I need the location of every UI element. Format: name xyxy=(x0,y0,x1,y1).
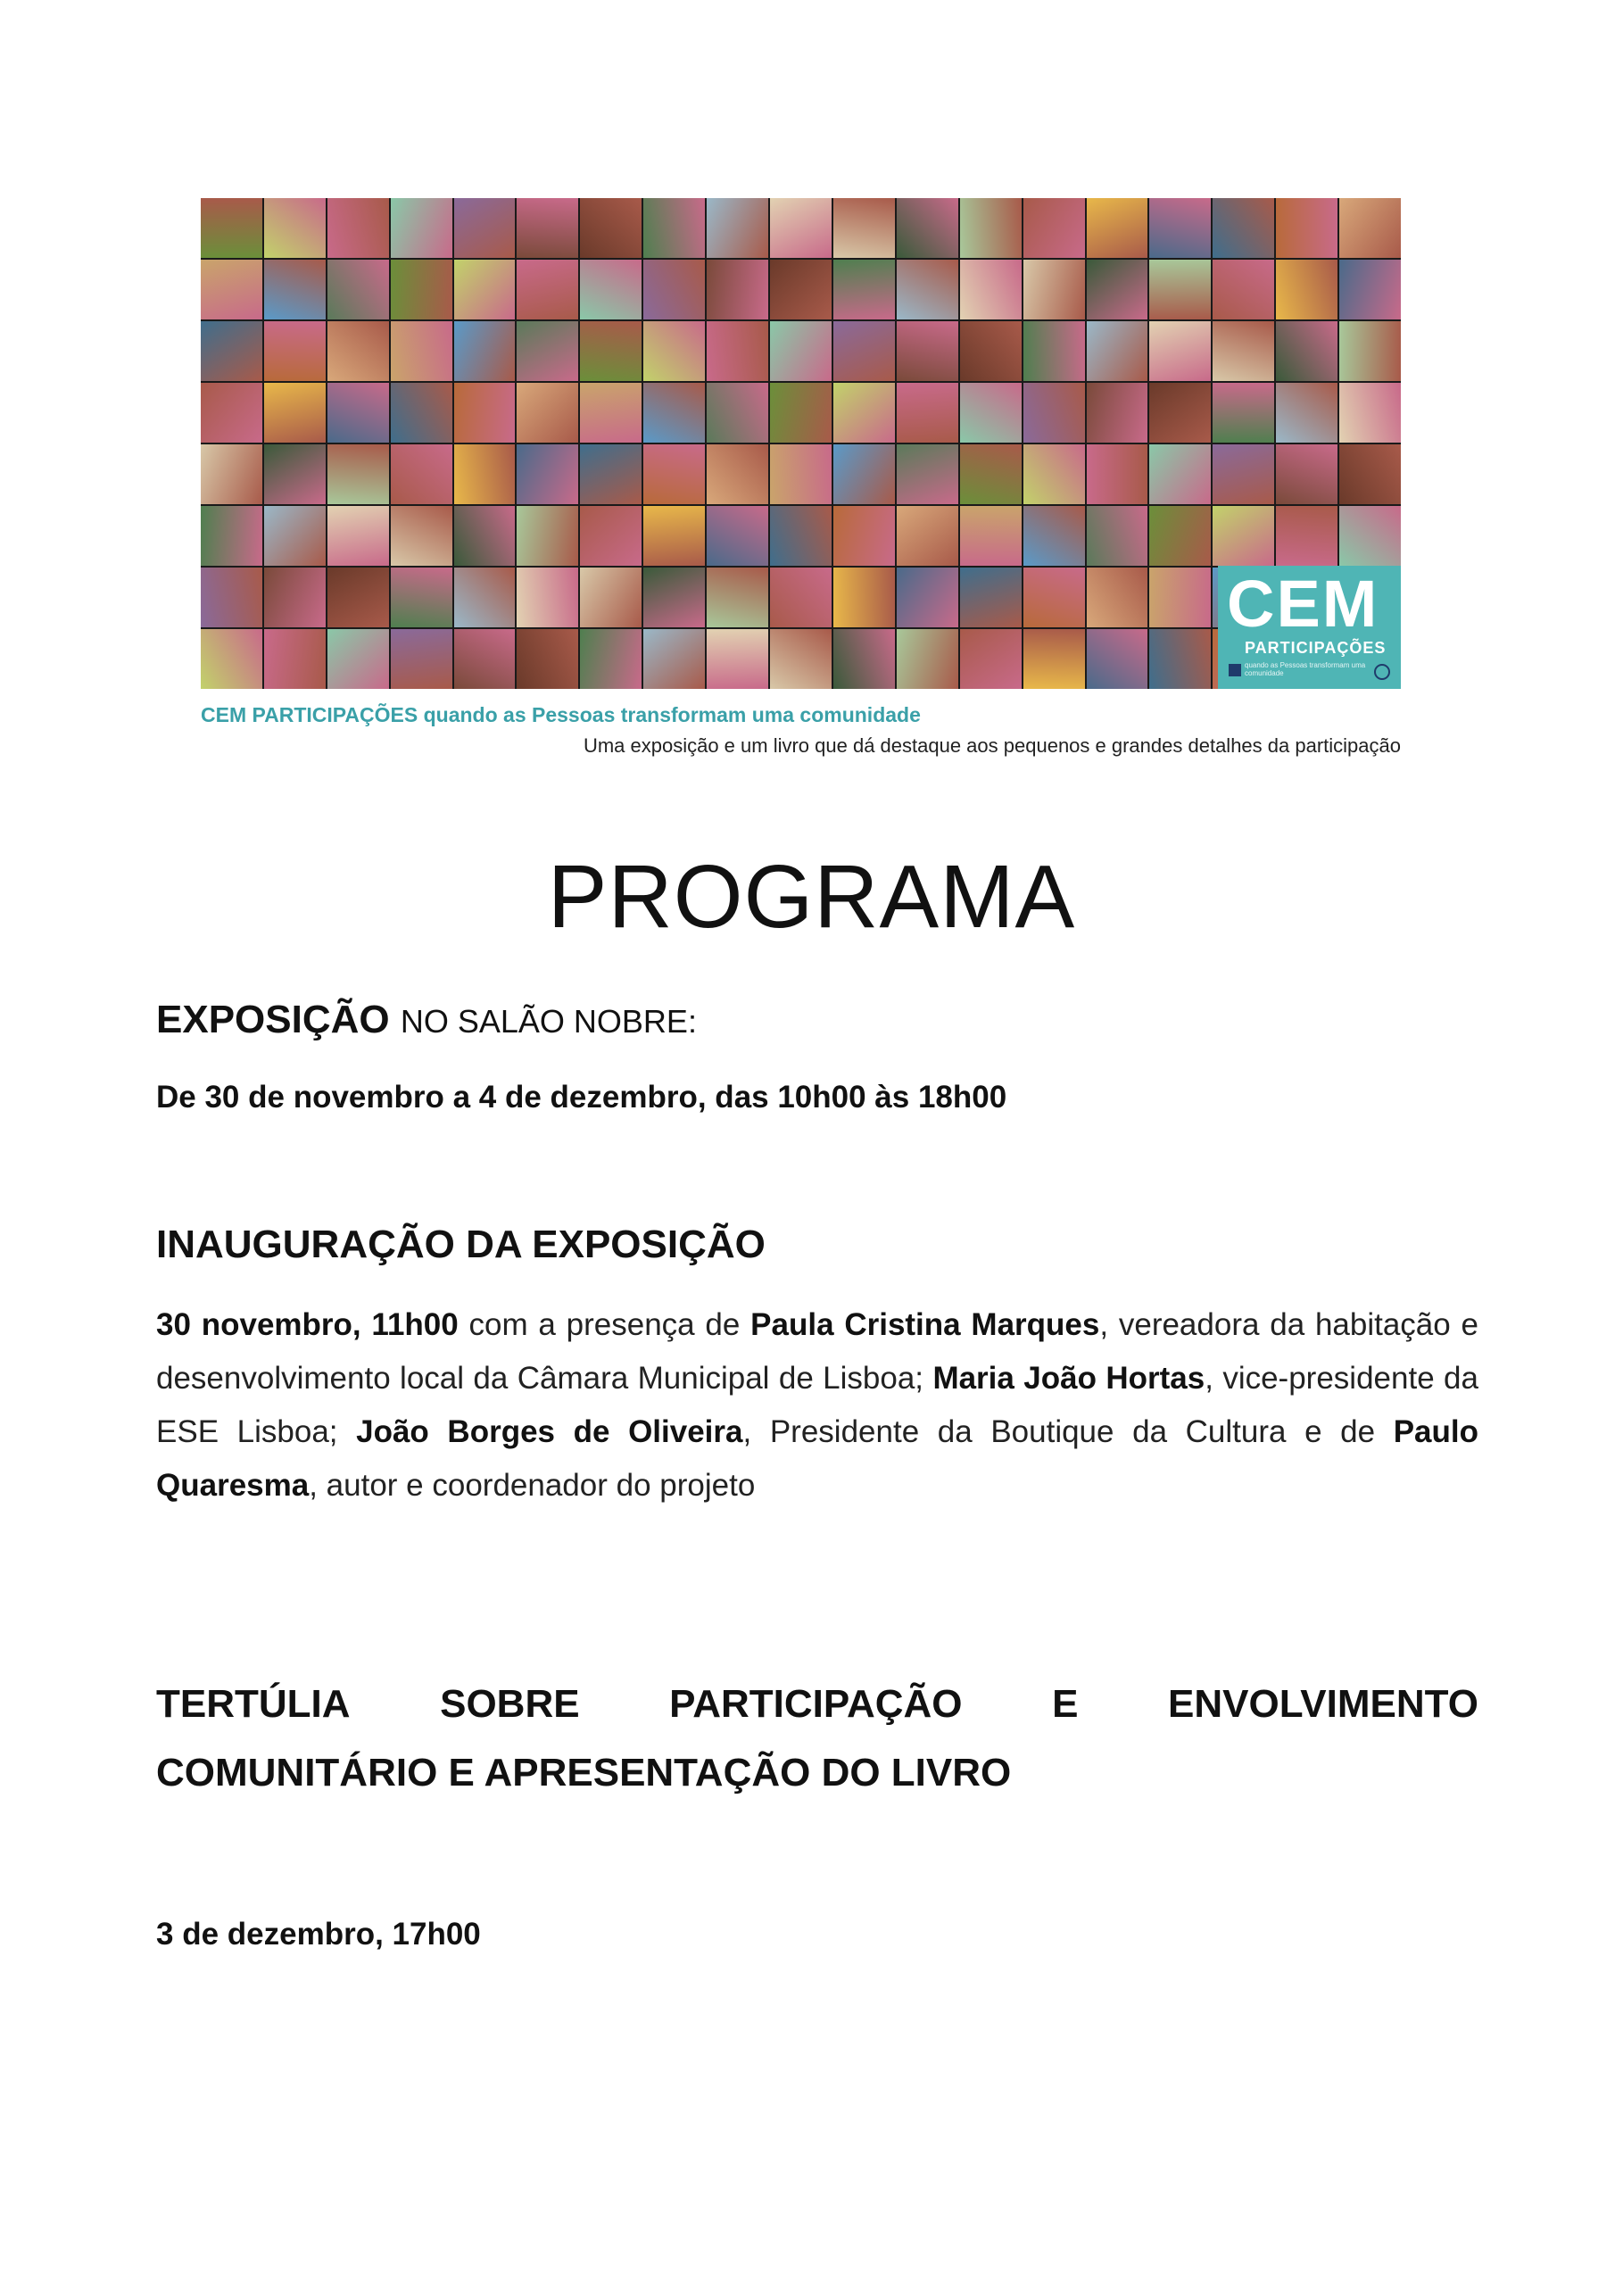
photo-tile xyxy=(960,444,1022,504)
photo-tile xyxy=(1276,383,1337,443)
photo-tile xyxy=(643,321,705,381)
photo-tile xyxy=(770,444,832,504)
photo-tile xyxy=(580,321,642,381)
photo-tile xyxy=(643,568,705,627)
photo-tile xyxy=(454,198,516,258)
photo-tile xyxy=(580,629,642,689)
photo-tile xyxy=(643,260,705,319)
photo-tile xyxy=(1149,568,1211,627)
tertulia-word: TERTÚLIA xyxy=(156,1682,351,1726)
photo-tile xyxy=(1023,506,1085,566)
photo-tile xyxy=(897,506,958,566)
photo-tile xyxy=(1276,506,1337,566)
photo-tile xyxy=(517,198,578,258)
photo-tile xyxy=(1213,506,1274,566)
photo-tile xyxy=(327,629,389,689)
photo-tile xyxy=(580,506,642,566)
logo-cem-text: CEM xyxy=(1227,567,1379,641)
guest-name-2: Maria João Hortas xyxy=(932,1361,1205,1396)
photo-tile xyxy=(1023,629,1085,689)
photo-tile xyxy=(580,444,642,504)
photo-tile xyxy=(770,629,832,689)
photo-tile xyxy=(580,260,642,319)
tertulia-word: E xyxy=(1052,1682,1079,1726)
exposicao-heading-bold: EXPOSIÇÃO xyxy=(156,998,390,1041)
photo-tile xyxy=(833,506,895,566)
photo-tile xyxy=(1339,506,1401,566)
paragraph-text-3: , vice-presidente da ESE Lisboa; xyxy=(156,1361,1478,1449)
photo-tile xyxy=(833,260,895,319)
paragraph-text-1: com a presença de xyxy=(458,1307,751,1342)
tertulia-word: PARTICIPAÇÃO xyxy=(669,1682,963,1726)
photo-tile xyxy=(327,321,389,381)
photo-tile xyxy=(833,321,895,381)
photo-tile xyxy=(643,444,705,504)
boutique-cultura-logo-icon xyxy=(1374,664,1390,680)
photo-tile xyxy=(1087,198,1148,258)
photo-tile xyxy=(1023,260,1085,319)
photo-tile xyxy=(770,260,832,319)
photo-tile xyxy=(1149,198,1211,258)
exposicao-heading-rest: NO SALÃO NOBRE: xyxy=(400,1003,697,1040)
photo-tile xyxy=(770,321,832,381)
photo-tile xyxy=(327,506,389,566)
photo-tile xyxy=(264,444,326,504)
photo-tile xyxy=(1339,383,1401,443)
photo-tile xyxy=(1087,506,1148,566)
photo-tile xyxy=(264,568,326,627)
photo-tile xyxy=(960,506,1022,566)
tertulia-word: SOBRE xyxy=(440,1682,580,1726)
photo-tile xyxy=(201,568,262,627)
photo-tile xyxy=(517,260,578,319)
photo-tile xyxy=(391,321,452,381)
photo-tile xyxy=(517,444,578,504)
photo-tile xyxy=(1023,383,1085,443)
photo-tile xyxy=(201,198,262,258)
exposicao-dates: De 30 de novembro a 4 de dezembro, das 10h00 às 18h00 xyxy=(156,1080,1007,1115)
photo-tile xyxy=(580,198,642,258)
photo-tile xyxy=(833,383,895,443)
photo-tile xyxy=(1023,198,1085,258)
photo-tile xyxy=(1276,198,1337,258)
photo-tile xyxy=(1339,444,1401,504)
paragraph-text-5: , autor e coordenador do projeto xyxy=(309,1468,756,1503)
photo-tile xyxy=(707,260,768,319)
photo-tile xyxy=(454,383,516,443)
photo-tile xyxy=(264,383,326,443)
photo-tile xyxy=(1213,198,1274,258)
photo-tile xyxy=(707,444,768,504)
cem-participacoes-logo xyxy=(1218,566,1401,689)
photo-tile xyxy=(391,568,452,627)
photo-tile xyxy=(201,260,262,319)
photo-tile xyxy=(264,260,326,319)
photo-tile xyxy=(770,383,832,443)
photo-tile xyxy=(1276,321,1337,381)
photo-tile xyxy=(707,383,768,443)
photo-tile xyxy=(833,198,895,258)
photo-tile xyxy=(580,383,642,443)
photo-tile xyxy=(833,568,895,627)
partner-logo-icon xyxy=(1229,664,1241,676)
photo-tile xyxy=(391,444,452,504)
tertulia-word: ENVOLVIMENTO xyxy=(1168,1682,1478,1726)
photo-tile xyxy=(897,568,958,627)
inauguracao-paragraph xyxy=(156,1298,1478,1513)
tertulia-date: 3 de dezembro, 17h00 xyxy=(156,1917,481,1952)
photo-tile xyxy=(1276,444,1337,504)
photo-tile xyxy=(1339,198,1401,258)
photo-tile xyxy=(1213,260,1274,319)
banner-caption-title: CEM PARTICIPAÇÕES quando as Pessoas transformam uma comunidade xyxy=(201,703,921,726)
photo-tile xyxy=(1149,444,1211,504)
photo-tile xyxy=(1149,260,1211,319)
photo-tile xyxy=(1149,629,1211,689)
photo-tile xyxy=(897,444,958,504)
photo-tile xyxy=(264,321,326,381)
photo-tile xyxy=(960,629,1022,689)
photo-tile xyxy=(707,321,768,381)
photo-tile xyxy=(1087,383,1148,443)
photo-tile xyxy=(960,383,1022,443)
photo-tile xyxy=(391,383,452,443)
photo-tile xyxy=(327,444,389,504)
photo-tile xyxy=(454,321,516,381)
photo-tile xyxy=(327,383,389,443)
logo-tagline-text: quando as Pessoas transformam uma comunidade xyxy=(1245,661,1366,677)
photo-tile xyxy=(517,506,578,566)
photo-tile xyxy=(1023,321,1085,381)
photo-tile xyxy=(454,260,516,319)
inauguracao-date: 30 novembro, 11h00 xyxy=(156,1307,459,1342)
photo-tile xyxy=(707,568,768,627)
photo-tile xyxy=(454,629,516,689)
tertulia-heading-line-1 xyxy=(156,1682,1478,1727)
photo-tile xyxy=(960,321,1022,381)
photo-tile xyxy=(1087,568,1148,627)
photo-tile xyxy=(643,506,705,566)
photo-tile xyxy=(517,568,578,627)
photo-tile xyxy=(770,568,832,627)
photo-tile xyxy=(897,383,958,443)
photo-tile xyxy=(454,506,516,566)
photo-tile xyxy=(1149,383,1211,443)
photo-tile xyxy=(517,321,578,381)
paragraph-text-4: , Presidente da Boutique da Cultura e de xyxy=(742,1414,1394,1449)
photo-tile xyxy=(770,198,832,258)
photo-tile xyxy=(327,198,389,258)
photo-tile xyxy=(1149,506,1211,566)
photo-tile xyxy=(1087,260,1148,319)
photo-tile xyxy=(201,506,262,566)
photo-tile xyxy=(454,444,516,504)
photo-tile xyxy=(1339,260,1401,319)
photo-tile xyxy=(327,260,389,319)
photo-tile xyxy=(643,383,705,443)
photo-tile xyxy=(1213,321,1274,381)
guest-name-3: João Borges de Oliveira xyxy=(356,1414,743,1449)
photo-tile xyxy=(1276,260,1337,319)
photo-tile xyxy=(1023,444,1085,504)
photo-tile xyxy=(1087,629,1148,689)
photo-tile xyxy=(960,260,1022,319)
photo-tile xyxy=(897,321,958,381)
photo-tile xyxy=(707,506,768,566)
photo-tile xyxy=(1087,444,1148,504)
photo-tile xyxy=(201,444,262,504)
cover-photo-mosaic xyxy=(201,198,1401,689)
photo-tile xyxy=(643,629,705,689)
exposicao-heading xyxy=(156,998,697,1042)
photo-tile xyxy=(833,444,895,504)
photo-tile xyxy=(960,198,1022,258)
photo-tile xyxy=(201,629,262,689)
tertulia-heading-line-2: COMUNITÁRIO E APRESENTAÇÃO DO LIVRO xyxy=(156,1751,1012,1795)
photo-tile xyxy=(1213,383,1274,443)
photo-tile xyxy=(391,506,452,566)
inauguracao-heading: INAUGURAÇÃO DA EXPOSIÇÃO xyxy=(156,1223,766,1266)
photo-tile xyxy=(391,198,452,258)
paragraph-text-2: , vereadora da habitação e desenvolvimento local da Câmara Municipal de Lisboa; xyxy=(156,1307,1478,1396)
banner-caption-subtitle: Uma exposição e um livro que dá destaque aos pequenos e grandes detalhes da participação xyxy=(583,734,1401,757)
photo-tile xyxy=(201,383,262,443)
page-title: PROGRAMA xyxy=(547,847,1076,947)
photo-tile xyxy=(897,198,958,258)
photo-tile xyxy=(517,629,578,689)
photo-tile xyxy=(264,198,326,258)
photo-tile xyxy=(201,321,262,381)
photo-tile xyxy=(1213,444,1274,504)
photo-tile xyxy=(264,629,326,689)
photo-tile xyxy=(391,629,452,689)
photo-tile xyxy=(707,629,768,689)
photo-tile xyxy=(643,198,705,258)
photo-tile xyxy=(897,629,958,689)
photo-tile xyxy=(1339,321,1401,381)
photo-tile xyxy=(1023,568,1085,627)
photo-tile xyxy=(517,383,578,443)
photo-tile xyxy=(770,506,832,566)
logo-participacoes-text: PARTICIPAÇÕES xyxy=(1245,639,1387,657)
photo-tile xyxy=(264,506,326,566)
guest-name-4: Paulo Quaresma xyxy=(156,1414,1478,1503)
photo-tile xyxy=(580,568,642,627)
photo-tile xyxy=(833,629,895,689)
photo-tile xyxy=(707,198,768,258)
photo-tile xyxy=(327,568,389,627)
guest-name-1: Paula Cristina Marques xyxy=(750,1307,1100,1342)
photo-tile xyxy=(454,568,516,627)
photo-tile xyxy=(1149,321,1211,381)
photo-tile xyxy=(391,260,452,319)
photo-tile xyxy=(897,260,958,319)
photo-tile xyxy=(960,568,1022,627)
photo-tile xyxy=(1087,321,1148,381)
